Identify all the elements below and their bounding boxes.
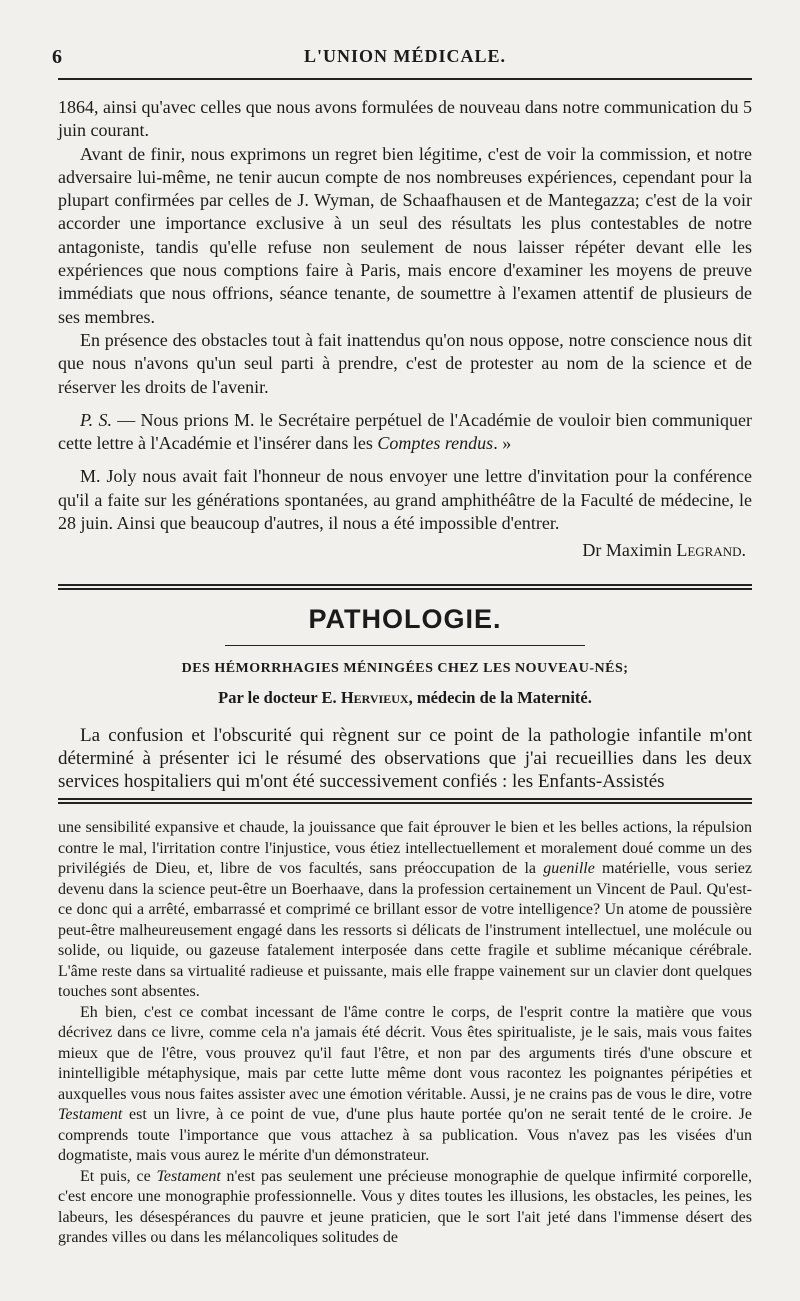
signature-name: Legrand. bbox=[676, 540, 746, 561]
page-number: 6 bbox=[52, 46, 62, 68]
newspaper-page bbox=[52, 0, 752, 1301]
letter-paragraph: Avant de finir, nous exprimons un regret bien légitime, c'est de voir la commission, et notre adversaire lui-même, ne tenir aucun compte de nos nombreuses expériences, cependant pour la plupart confirmées par celles de J. Wyman, de Schaafhausen et de Mantegazza; c'est de la voir accorder une importance exclusive à un seul des résultats les plus contestables de notre antagoniste, tandis qu'elle refuse non seulement de nous laisser répéter devant elle les expériences que nous comptions faire à Paris, mais encore d'examiner les moyens de preuve immédiats que nous offrions, séance tenante, de soumettre à l'examen attentif de plusieurs de ses membres. bbox=[58, 143, 752, 327]
running-title: L'UNION MÉDICALE. bbox=[303, 46, 507, 66]
italic-word: Testament bbox=[156, 1167, 221, 1185]
feuilleton-paragraph bbox=[58, 1167, 752, 1249]
article-lead-paragraph: La confusion et l'obscurité qui règnent sur ce point de la pathologie infantile m'ont déterminé à présenter ici le résumé des observations que j'ai recueillies dans les deux services hospitaliers qui m'ont été successivement confiés : les Enfants-Assistés bbox=[58, 725, 752, 792]
text-run: Eh bien, c'est ce combat incessant de l'âme contre le corps, de l'esprit contre la matière que vous décrivez dans ce livre, comme cela n'a jamais été décrit. Vous êtes spiritualiste, je le sais, mais vous faites mieux que de l'être, vous prouvez qu'il faut l'être, et non par des arguments tirés d'une obscure et inintelligible métaphysique, mais par cette lutte même dont vous racontez les poignantes péripéties et auxquelles vous nous faites assister avec une émotion véritable. Aussi, je ne crains pas de vous le dire, votre bbox=[58, 1003, 752, 1103]
article-byline bbox=[58, 688, 752, 708]
feuilleton-divider bbox=[58, 798, 752, 804]
text-run: est un livre, à ce point de vue, d'une plus haute portée qu'on ne serait tenté de le croire. Je comprends toute l'importance que vous attachez à sa publication. Vous n'avez pas les visées d'un dogmatiste, mais vous aurez le mérite d'un démonstrateur. bbox=[58, 1106, 752, 1164]
signature bbox=[58, 539, 752, 562]
section-divider bbox=[58, 584, 752, 590]
ps-journal: Comptes rendus bbox=[377, 433, 494, 454]
italic-word: guenille bbox=[543, 860, 595, 877]
text-run: une sensibilité expansive et chaude, la jouissance que fait éprouver le bien et les belles actions, la répulsion contre le mal, l'irritation contre l'injustice, vous étiez intellectuellement et moralement doué comme un des privilégiés de Dieu, et, libre de vos facultés, sans préoccupation de la bbox=[58, 819, 752, 877]
text-run: Et puis, ce bbox=[80, 1167, 157, 1185]
section-heading-rule bbox=[225, 645, 585, 646]
letter-paragraph: 1864, ainsi qu'avec celles que nous avons formulées de nouveau dans notre communication du 5 juin courant. bbox=[58, 97, 752, 141]
text-run: matérielle, vous seriez devenu dans la science peut-être un Boerhaave, dans la profession certainement un Vincent de Paul. Qu'est-ce donc qui a arrêté, embarrassé et comprimé ce brillant essor de votre intelligence? Un atome de poussière peut-être malheureusement engagé dans les ressorts si délicats de l'instrument intellectuel, une molécule ou solide, ou liquide, ou gazeuse fatalement interposée dans cette fragile et sublime mécanique cérébrale. L'âme reste dans sa virtualité radieuse et puissante, mais elle frappe vainement sur un clavier dont quelques touches sont absentes. bbox=[58, 860, 752, 1000]
feuilleton-body bbox=[58, 818, 752, 1249]
postscript bbox=[58, 409, 752, 456]
page-header bbox=[52, 46, 752, 76]
byline-author: Hervieux bbox=[340, 688, 409, 707]
section-heading: PATHOLOGIE. bbox=[308, 604, 502, 634]
byline-prefix: Par le docteur E. bbox=[218, 688, 341, 707]
letter-body bbox=[58, 96, 752, 563]
closing-paragraph: M. Joly nous avait fait l'honneur de nous envoyer une lettre d'invitation pour la conférence qu'il a faite sur les générations spontanées, au grand amphithéâtre de la Faculté de médecine, le 28 juin. Ainsi que beaucoup d'autres, il nous a été impossible d'entrer. bbox=[58, 466, 752, 534]
feuilleton-paragraph bbox=[58, 818, 752, 1003]
italic-word: Testament bbox=[58, 1106, 123, 1123]
header-rule bbox=[58, 78, 752, 80]
feuilleton-paragraph bbox=[58, 1003, 752, 1167]
ps-label: P. S. bbox=[80, 409, 112, 430]
ps-text: — Nous prions M. le Secrétaire perpétuel de l'Académie de vouloir bien communiquer cette lettre à l'Académie et l'insérer dans les bbox=[58, 409, 752, 454]
text-run: n'est pas seulement une précieuse monographie de quelque infirmité corporelle, c'est encore une monographie professionnelle. Vous y dites toutes les illusions, les obstacles, les peines, les labeurs, les désespérances du pauvre et jeune praticien, que le sort l'ait jeté dans l'immense désert des grandes villes ou dans les mélancoliques solitudes de bbox=[58, 1167, 752, 1246]
article-title: DES HÉMORRHAGIES MÉNINGÉES CHEZ LES NOUVEAU-NÉS; bbox=[181, 661, 629, 676]
ps-end: . » bbox=[493, 433, 512, 454]
letter-paragraph: En présence des obstacles tout à fait inattendus qu'on nous oppose, notre conscience nous dit que nous n'avons qu'un seul parti à prendre, c'est de protester au nom de la science et de réserver les droits de l'avenir. bbox=[58, 329, 752, 397]
signature-prefix: Dr Maximin bbox=[582, 540, 677, 561]
byline-suffix: , médecin de la Maternité. bbox=[408, 688, 592, 707]
